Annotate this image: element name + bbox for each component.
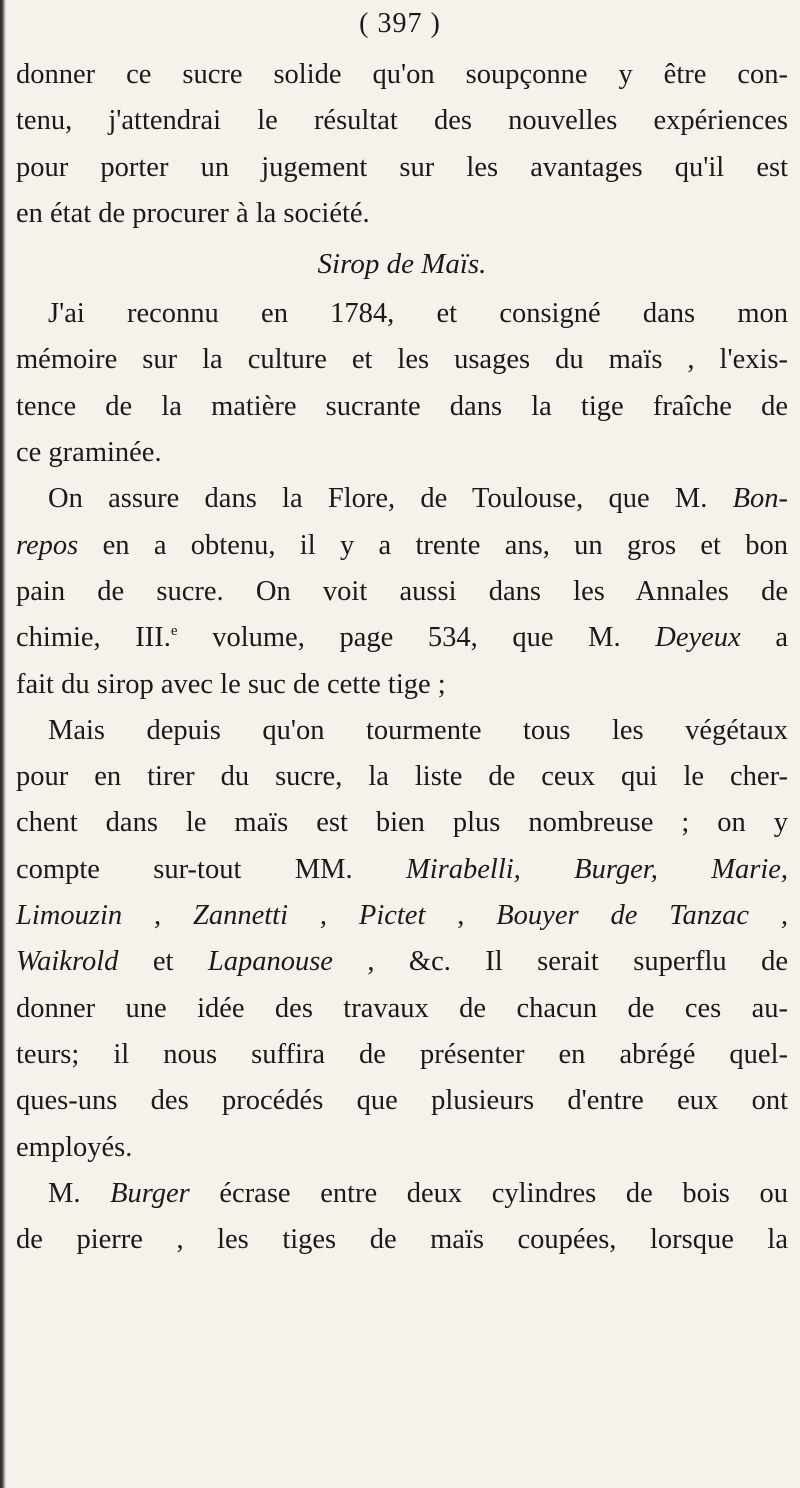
text-line: ce graminée. [16,437,162,469]
text-line: pain de sucre. On voit aussi dans les Annales de [16,575,788,607]
text-line: mémoire sur la culture et les usages du maïs , l'exis- [16,344,788,376]
text-fragment: , &c. Il serait superflu de [332,946,788,978]
person-name: Burger [110,1177,190,1209]
text-line: tenu, j'attendrai le résultat des nouvelles expériences [16,105,788,137]
person-name: Waikrold [16,946,119,978]
text-line: J'ai reconnu en 1784, et consigné dans mon [48,298,788,330]
text-line: pour en tirer du sucre, la liste de ceux qui le cher- [16,761,788,793]
text-line: en état de procurer à la société. [16,197,370,229]
text-fragment: et [118,946,208,978]
text-line [16,523,788,569]
text-fragment: volume, page 534, que M. [177,622,656,654]
person-name: Deyeux [655,622,741,654]
text-line: ques-uns des procédés que plusieurs d'entre eux ont [16,1085,788,1117]
text-line [16,476,788,522]
text-fragment: en a obtenu, il y a trente ans, un gros et bon [78,529,788,561]
text-line [16,615,788,661]
text-line [16,847,788,893]
text-line: fait du sirop avec le suc de cette tige ; [16,668,446,700]
text-line: pour porter un jugement sur les avantages qu'il est [16,151,788,183]
text-line: de pierre , les tiges de maïs coupées, lorsque la [16,1224,788,1256]
person-name: repos [16,529,79,561]
binding-edge [0,0,6,1488]
text-fragment: écrase entre deux cylindres de bois ou [189,1177,789,1209]
text-line: tence de la matière sucrante dans la tige fraîche de [16,390,788,422]
page-number: ( 397 ) [359,8,441,39]
text-line: Mais depuis qu'on tourmente tous les végétaux [48,714,788,746]
section-heading: Sirop de Maïs. [317,248,487,281]
person-name: Lapanouse [207,946,333,978]
superscript: e [170,623,178,640]
text-line: donner ce sucre solide qu'on soupçonne y être con- [16,59,788,90]
person-names: Mirabelli, Burger, Marie, [406,853,789,885]
text-line: donner une idée des travaux de chacun de ces au- [16,992,788,1024]
text-line: chent dans le maïs est bien plus nombreuse ; on y [16,807,788,839]
text-line [16,939,788,985]
text-fragment: M. [48,1177,111,1209]
text-line: teurs; il nous suffira de présenter en abrégé quel- [16,1038,788,1070]
text-line: employés. [16,1131,133,1163]
text-fragment: chimie, III. [16,622,171,654]
body-text [16,52,788,1263]
person-names: Limouzin , Zannetti , Pictet , Bouyer de Tanzac , [16,900,788,932]
text-line [16,1171,788,1217]
text-fragment: a [740,622,788,654]
text-fragment: compte sur-tout MM. [16,853,406,885]
text-fragment: On assure dans la Flore, de Toulouse, que M. [48,483,733,515]
text-line [16,893,788,939]
person-name: Bon- [732,483,788,515]
